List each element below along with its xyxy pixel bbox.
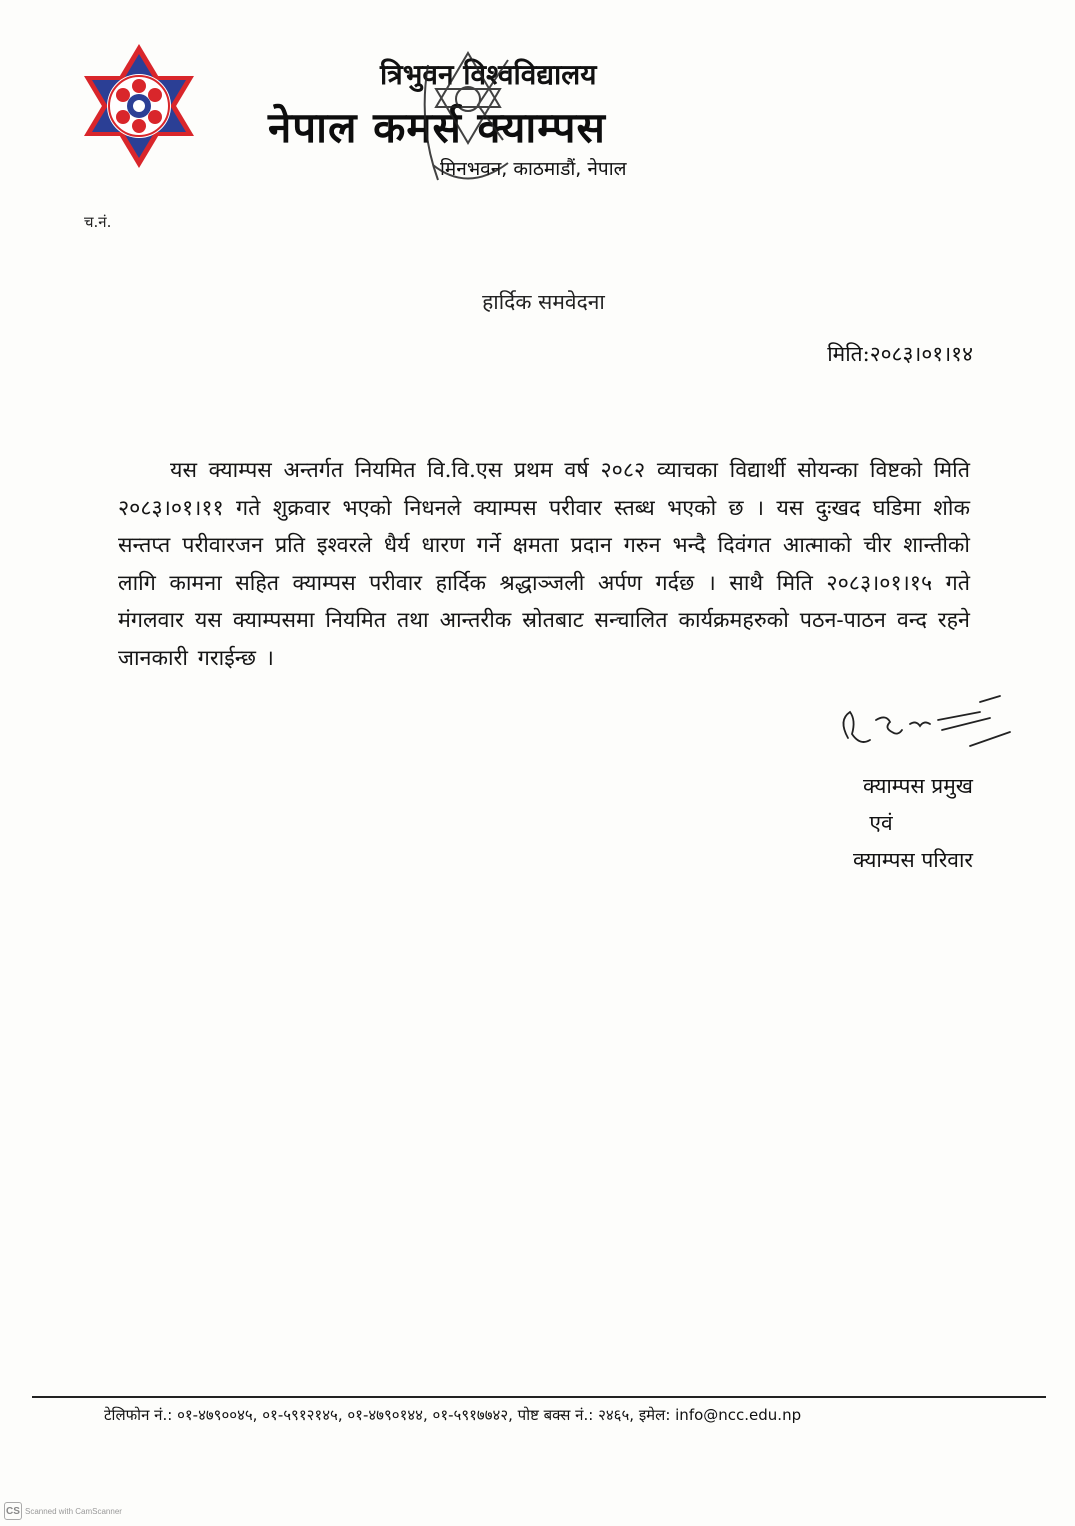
university-name: त्रिभुवन विश्वविद्यालय (380, 58, 597, 91)
letter-subject (0, 288, 1075, 316)
footer-divider (32, 1396, 1046, 1398)
camscanner-badge: CS (4, 1502, 22, 1520)
handwritten-signature-icon (830, 690, 1020, 760)
campus-address: मिनभवन, काठमाडौं, नेपाल (440, 158, 627, 180)
signatory-family: क्याम्पस परिवार (852, 848, 973, 872)
letter-body: यस क्याम्पस अन्तर्गत नियमित वि.वि.एस प्रथम वर्ष २०८२ व्याचका विद्यार्थी सोयन्का विष्टको मिति २०८३।०१।११ गते शुक्रवार भएको निधनले क्याम्पस परीवार स्तब्ध भएको छ । यस दुःखद घडिमा शोक सन्तप्त परीवारजन प्रति इश्वरले धैर्य धारण गर्ने क्षमता प्रदान गरुन भन्दै दिवंगत आत्माको चीर शान्तीको लागि कामना सहित क्याम्पस परीवार हार्दिक श्रद्धाञ्जली अर्पण गर्दछ । साथै मिति २०८३।०१।१५ गते मंगलवार यस क्याम्पसमा नियमित तथा आन्तरीक स्रोतबाट सन्चालित कार्यक्रमहरुको पठन-पाठन वन्द रहने जानकारी गराईन्छ । (118, 458, 970, 671)
camscanner-text: Scanned with CamScanner (25, 1506, 122, 1516)
tribhuvan-university-logo-icon (80, 40, 198, 172)
campus-name: नेपाल कमर्स क्याम्पस (268, 103, 606, 152)
signatory-block (753, 768, 973, 879)
letter-date: मिति:२०८३।०१।१४ (827, 342, 973, 366)
signatory-title: क्याम्पस प्रमुख (862, 774, 973, 798)
campus-seal-stamp-icon (408, 45, 528, 195)
footer-contact: टेलिफोन नं.: ०१-४७९००४५, ०१-५९१२१४५, ०१-४७९०१४४, ०१-५९१७७४२, पोष्ट बक्स नं.: २४६५, इमेल: info@ncc.edu.np (104, 1406, 802, 1424)
signatory-conjunction: एवं (869, 811, 893, 835)
letter-subject-text: हार्दिक समवेदना (482, 290, 605, 314)
reference-number-label: च.नं. (84, 213, 112, 231)
scanner-watermark (4, 1502, 122, 1520)
